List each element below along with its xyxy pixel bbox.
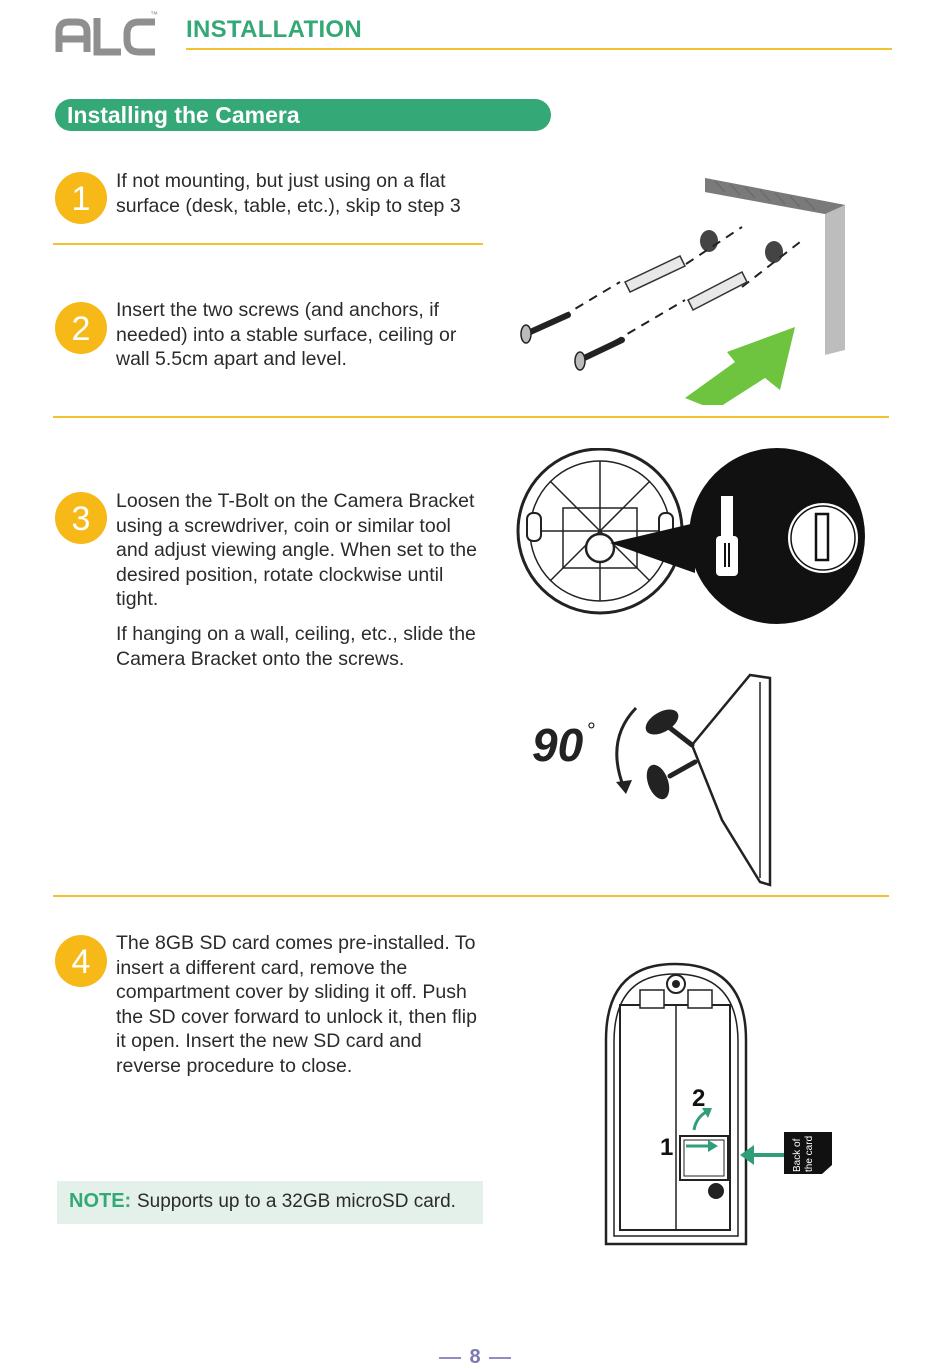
- page-number: [0, 1346, 950, 1369]
- step-1-text: If not mounting, but just using on a flat surface (desk, table, etc.), skip to step 3: [116, 170, 461, 217]
- angle-label: 90: [532, 719, 584, 771]
- step-3-text-2: If hanging on a wall, ceiling, etc., slide the Camera Bracket onto the screws.: [116, 623, 476, 670]
- step-2-rule: [53, 416, 889, 418]
- sd-label-1: 1: [660, 1134, 674, 1161]
- step-2-text: Insert the two screws (and anchors, if needed) into a stable surface, ceiling or wall 5.5cm apart and level.: [116, 299, 457, 370]
- step-1-rule: [53, 243, 483, 245]
- note-box: [57, 1181, 483, 1224]
- angle-adjust-illustration: [600, 670, 780, 892]
- step-1-number: 1: [55, 172, 107, 224]
- step-3-rule: [53, 895, 889, 897]
- sd-card-illustration: [600, 960, 840, 1252]
- step-4-number: 4: [55, 935, 107, 987]
- angle-unit: °: [587, 718, 596, 743]
- trademark-mark: ™: [150, 10, 158, 19]
- screws-wall-illustration: [510, 170, 855, 405]
- section-title: Installing the Camera: [67, 102, 300, 128]
- section-title-pill: [55, 99, 551, 131]
- card-label-line1: Back of: [792, 1138, 803, 1172]
- step-4-text: The 8GB SD card comes pre-installed. To insert a different card, remove the compartment cover by sliding it off. Push the SD cover forward to unlock it, then flip it open. Insert the new SD card and reverse procedure to close.: [116, 932, 477, 1077]
- header-title: INSTALLATION: [186, 16, 363, 43]
- page-dash-left: [439, 1357, 461, 1359]
- page-dash-right: [489, 1357, 511, 1359]
- step-3-text: Loosen the T-Bolt on the Camera Bracket using a screwdriver, coin or similar tool and adjust viewing angle. When set to the desired position, rotate clockwise until tight.: [116, 490, 477, 610]
- step-2-number: 2: [55, 302, 107, 354]
- note-label: NOTE:: [69, 1190, 132, 1212]
- note-text: Supports up to a 32GB microSD card.: [137, 1191, 456, 1212]
- step-3-number: 3: [55, 492, 107, 544]
- bracket-screwdriver-illustration: [515, 448, 865, 628]
- alc-logo: [55, 10, 165, 60]
- sd-label-2: 2: [692, 1085, 706, 1112]
- page-number-value: 8: [469, 1346, 481, 1368]
- header-rule: [186, 48, 892, 50]
- card-label-line2: the card: [804, 1135, 815, 1172]
